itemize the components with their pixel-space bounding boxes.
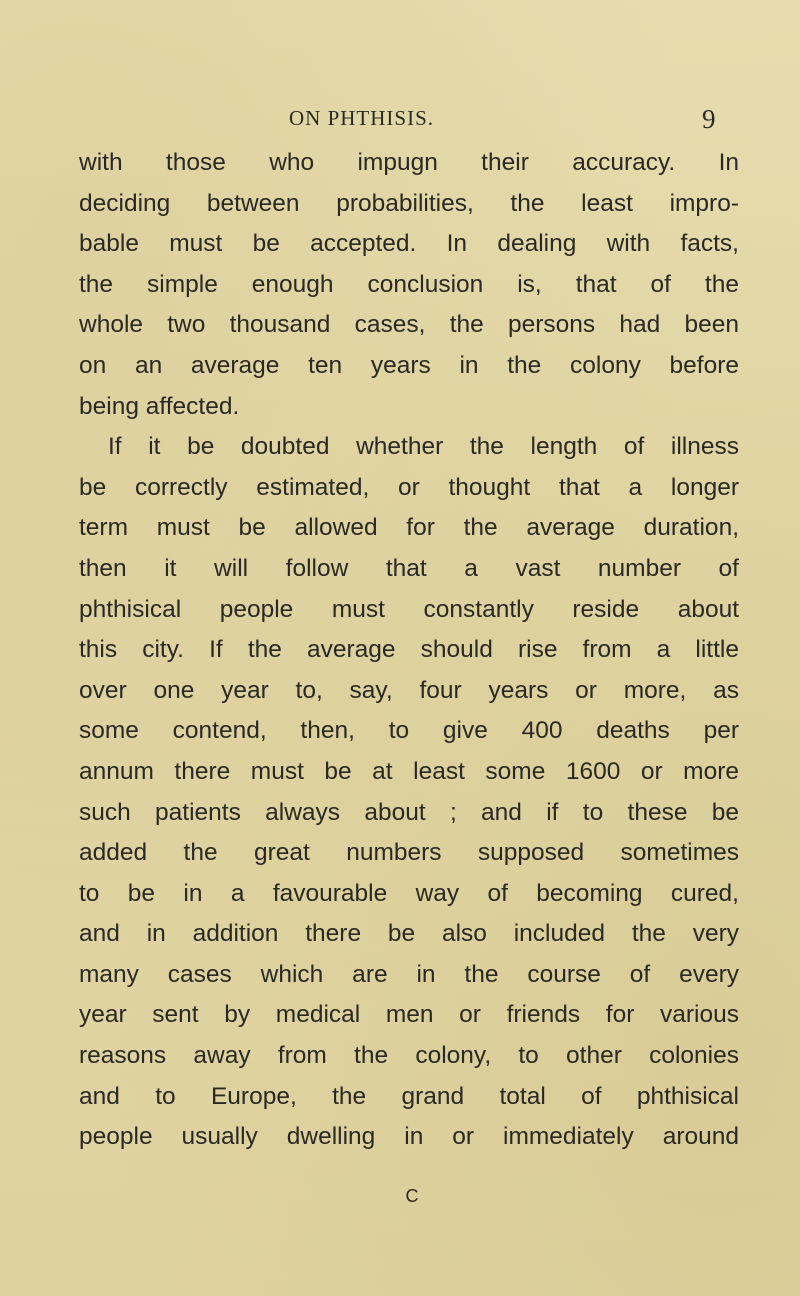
text-line: being affected. — [79, 392, 240, 420]
signature-mark — [0, 1186, 800, 1207]
text-line: some contend, then, to give 400 deaths per — [79, 717, 739, 745]
text-line: this city. If the average should rise from a little — [79, 636, 739, 664]
text-line: many cases which are in the course of every — [79, 960, 739, 988]
text-line: bable must be accepted. In dealing with facts, — [79, 230, 739, 258]
text-line: be correctly estimated, or thought that a longer — [79, 473, 739, 501]
text-line: year sent by medical men or friends for various — [79, 1001, 739, 1029]
signature-letter: C — [405, 1186, 419, 1206]
text-line: whole two thousand cases, the persons had been — [79, 311, 739, 339]
running-head — [0, 92, 800, 132]
text-line: and to Europe, the grand total of phthisical — [79, 1082, 739, 1110]
text-line: the simple enough conclusion is, that of the — [79, 270, 739, 298]
text-line: deciding between probabilities, the least impro- — [79, 189, 739, 217]
paragraph-start-line: If it be doubted whether the length of illness — [108, 433, 739, 461]
body-text — [79, 143, 739, 1158]
text-line: term must be allowed for the average duration, — [79, 514, 739, 542]
text-line: and in addition there be also included the very — [79, 920, 739, 948]
text-line: people usually dwelling in or immediately around — [79, 1123, 739, 1151]
text-line: to be in a favourable way of becoming cured, — [79, 879, 739, 907]
running-title: ON PHTHISIS. — [289, 106, 435, 130]
text-line: annum there must be at least some 1600 or more — [79, 757, 739, 785]
text-line: reasons away from the colony, to other colonies — [79, 1042, 739, 1070]
text-line: on an average ten years in the colony before — [79, 351, 739, 379]
text-line: over one year to, say, four years or more, as — [79, 676, 739, 704]
text-line: then it will follow that a vast number of — [79, 554, 739, 582]
text-line: phthisical people must constantly reside about — [79, 595, 739, 623]
text-line: with those who impugn their accuracy. In — [79, 149, 739, 176]
page-number: 9 — [702, 104, 716, 134]
text-line: added the great numbers supposed sometimes — [79, 839, 739, 867]
text-line: such patients always about ; and if to these be — [79, 798, 739, 826]
